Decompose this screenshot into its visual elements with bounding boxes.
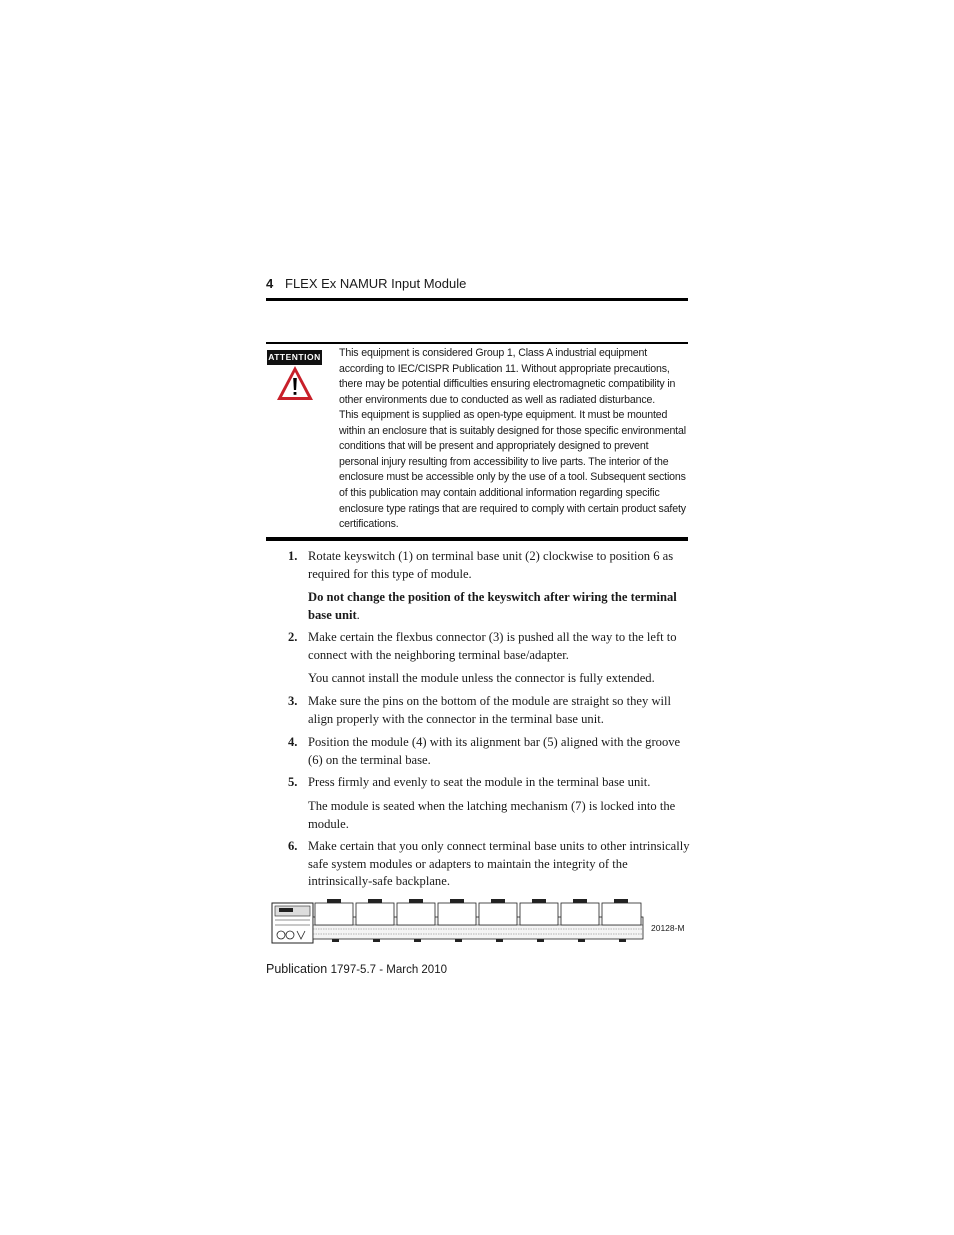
step-2-text: Make certain the flexbus connector (3) is pushed all the way to the left to connect with the neighboring terminal base/adapter. xyxy=(308,630,677,662)
attention-paragraph-1: This equipment is considered Group 1, Class A industrial equipment according to IEC/CISPR Publication 11. Without appropriate precautions, there may be potential difficulties ensuring electromagnetic compatibility in other environments due to conducted as well as radiated disturbance. xyxy=(339,347,676,406)
step-6-number: 6. xyxy=(288,839,298,853)
step-4-number: 4. xyxy=(288,735,298,749)
step-4-text: Position the module (4) with its alignment bar (5) aligned with the groove (6) on the terminal base. xyxy=(308,735,681,767)
step-2-number: 2. xyxy=(288,630,298,644)
attention-top-rule xyxy=(266,342,688,344)
step-1-note-bold: Do not change the position of the keyswitch after wiring the terminal base unit xyxy=(308,590,677,622)
figure-id: 20128-M xyxy=(651,923,685,933)
step-5-note: The module is seated when the latching mechanism (7) is locked into the module. xyxy=(308,799,676,831)
attention-bottom-rule xyxy=(266,537,688,541)
footer-label: Publication xyxy=(266,962,328,976)
step-5-text: Press firmly and evenly to seat the module in the terminal base unit. xyxy=(308,775,651,789)
step-1-note-tail: . xyxy=(356,607,360,622)
footer xyxy=(266,962,447,976)
step-3-number: 3. xyxy=(288,694,298,708)
publication-number: 1797-5.7 - March 2010 xyxy=(330,964,447,976)
step-5-number: 5. xyxy=(288,775,298,789)
step-1-text: Rotate keyswitch (1) on terminal base unit (2) clockwise to position 6 as required for this type of module. xyxy=(308,549,674,581)
step-1-number: 1. xyxy=(288,549,298,563)
attention-paragraph-2: This equipment is supplied as open-type equipment. It must be mounted within an enclosure that is suitably designed for those specific environmental conditions that will be present and appropriately designed to prevent personal injury resulting from accessibility to live parts. The interior of the enclosure must be accessible only by the use of a tool. Subsequent sections of this publication may contain additional information regarding specific enclosure type ratings that are required to comply with certain product safety certifications. xyxy=(339,409,686,531)
step-3-text: Make sure the pins on the bottom of the module are straight so they will align properly with the connector in the terminal base unit. xyxy=(308,694,672,726)
step-2-note: You cannot install the module unless the connector is fully extended. xyxy=(308,671,655,685)
header-rule xyxy=(266,298,688,301)
warning-triangle-icon xyxy=(276,365,314,401)
page-number: 4 xyxy=(266,276,274,291)
running-title: FLEX Ex NAMUR Input Module xyxy=(285,276,467,291)
step-1-note xyxy=(308,589,690,624)
flex-io-modules-illustration xyxy=(271,895,645,945)
step-6-text: Make certain that you only connect terminal base units to other intrinsically safe system modules or adapters to maintain the integrity of the intrinsically-safe backplane. xyxy=(308,839,690,888)
attention-label: ATTENTION xyxy=(267,350,322,365)
